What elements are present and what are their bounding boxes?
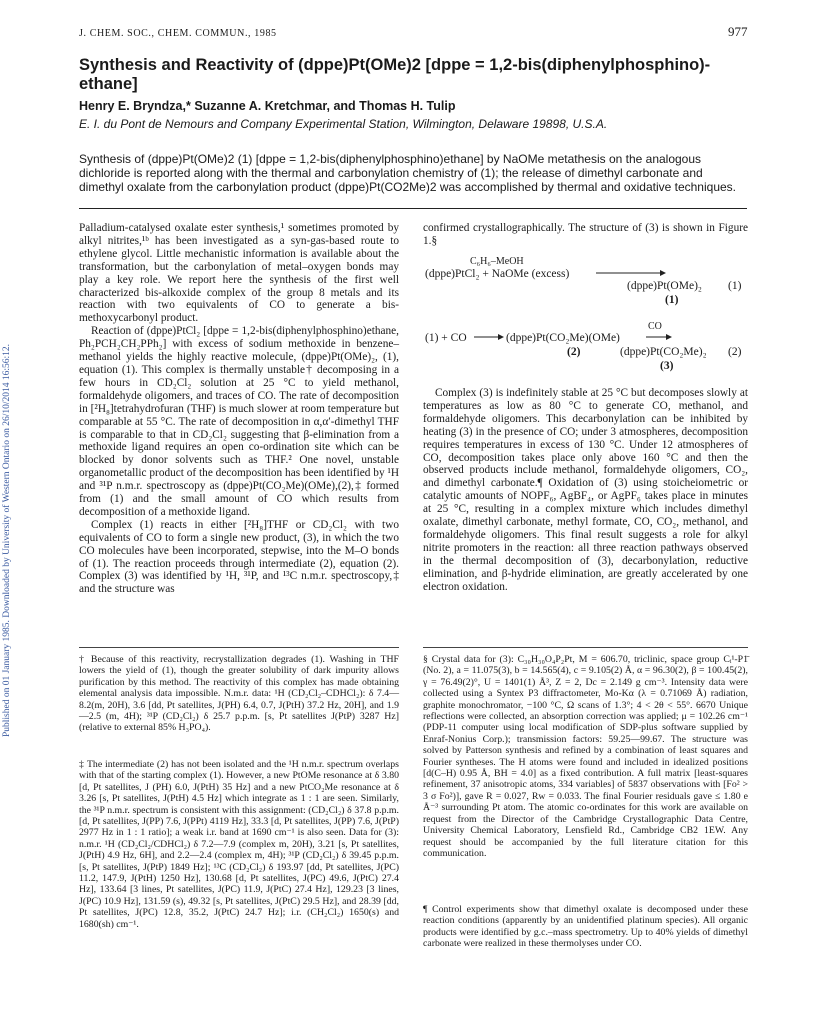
eq2-intermediate-label: (2) <box>567 346 581 358</box>
eq2-condition: CO <box>648 321 662 332</box>
body-paragraph: Complex (1) reacts in either [²H₈]THF or CD₂Cl₂ with two equivalents of CO to form a single new product, (3), in which the two CO molecules have been incorporated, stepwise, into the M–O bonds of (1). The reaction proceeds through intermediate (2), equation (2). Complex (3) was identified by ¹H, ³¹P, and ¹³C n.m.r. spectroscopy,‡ and the structure was <box>79 518 399 596</box>
page-number: 977 <box>728 24 748 39</box>
running-head: J. CHEM. SOC., CHEM. COMMUN., 1985 <box>79 28 277 39</box>
eq2-reactants: (1) + CO <box>425 332 467 344</box>
body-paragraph: Reaction of (dppe)PtCl₂ [dppe = 1,2-bis(diphenylphosphino)ethane, Ph₂PCH₂CH₂PPh₂] with excess of sodium methoxide in benzene–methanol yields the highly reactive molecule, (dppe)Pt(OMe)₂, (1), equation (1). This complex is thermally unstable† decomposing in a few hours in CD₂Cl₂ solution at 25 °C to yield methanol, formaldehyde oligomers, and traces of CO. The rate of decomposition in [²H₈]tetrahydrofuran (THF) is much slower at room temperature but comparable at 55 °C. The rate of decomposition in α,α′-dimethyl THF is comparable to that in CD₂Cl₂ suggesting that β-elimination from a methoxide ligand requires an open co-ordination site which can be blocked by donor solvents such as THF.² One novel, unstable organometallic product of the decomposition has been identified by ¹H and ³¹P n.m.r. spectroscopy as (dppe)Pt(CO₂Me)(OMe),(2),‡ formed from (1) and the small amount of CO which results from decomposition of a methoxide ligand. <box>79 325 399 518</box>
article-authors: Henry E. Bryndza,* Suzanne A. Kretchmar, and Thomas H. Tulip <box>79 99 456 113</box>
eq2-arrow-1 <box>472 332 506 342</box>
eq2-product: (dppe)Pt(CO₂Me)₂ <box>620 346 707 358</box>
footnote-divider <box>79 647 399 648</box>
eq1-condition: C₆H₆–MeOH <box>470 256 524 267</box>
body-paragraph: confirmed crystallographically. The structure of (3) is shown in Figure 1.§ <box>423 222 748 247</box>
right-column-intro <box>423 222 748 248</box>
eq1-product-label: (1) <box>665 294 679 306</box>
footnote-double-dagger: ‡ The intermediate (2) has not been isolated and the ¹H n.m.r. spectrum overlaps with that of the starting complex (1). However, a new PtOMe resonance at δ 3.80 [d, Pt satellites, J (PH) 6.0, J(PtH) 35 Hz] and a new PtCO₂Me resonance at δ 3.26 [s, Pt satellites, J(PtH) 4.5 Hz] which integrate as 1 : 1 are seen. Similarly, the ³¹P n.m.r. spectrum is consistent with this assignment: (CD₂Cl₂) δ 37.8 p.p.m. [d, Pt satellites, J(PP) 7.6, J(PPt) 4119 Hz], 33.3 [d, Pt satellites, J(PP) 7.6, J(PtP) 2977 Hz in 1 : 1 ratio]; a weak i.r. band at 1690 cm⁻¹ is also seen. Data for (3): n.m.r. ¹H (CD₂Cl₂/CDHCl₂) δ 7.2—7.9 (complex m, 20H), 3.21 [s, Pt satellites, J(PtH) 4.9 Hz, 6H], and 2.2—2.4 (complex m, 4H); ³¹P (CD₂Cl₂) δ 39.45 p.p.m. [s, Pt satellites, J(PtP) 1849 Hz]; ¹³C (CD₂Cl₂) δ 193.97 [dd, Pt satellites, J(PC) 11.2, 147.9, J(PtH) 1250 Hz], 130.68 [d, Pt satellites, J(PC) 49.6, J(PtC) 27.4 Hz], 133.64 [3 lines, Pt satellites, J(PC) 11.9, J(PtC) 27.4 Hz], 129.23 [3 lines, J(PC) 10.9 Hz], 131.59 (s), 49.32 [s, Pt satellites, J(PtC) 29.5 Hz], and 28.39 [dd, Pt satellites, J(PC) 12.8, 35.2, J(PtC) 24.7 Hz]; i.r. (CH₂Cl₂) 1650(s) and 1680(sh) cm⁻¹. <box>79 759 399 930</box>
footnote-crystal-data: § Crystal data for (3): C₃₀H₃₀O₄P₂Pt, M = 606.70, triclinic, space group Cᵢ¹-P1̄ (No. 2), a = 11.075(3), b = 14.565(4), c = 9.105(2) Å, α = 96.30(2), β = 100.45(2), γ = 76.49(2)°, U = 1401(1) Å³, Z = 2, Dc = 2.149 g cm⁻³. Intensity data were collected using a Syntex P3 diffractometer, Mo-Kα (λ = 0.71069 Å) radiation, graphite monochromator, −100 °C, Ω scans of 1.3°; 4 < 2θ < 55°. 6670 Unique reflections were collected, an absorption correction was applied; μ = 102.26 cm⁻¹ (PDP-11 computer using local modification of SDP-plus software supplied by Enraf-Nonius Corp.); transmission factors: 59.25—99.67. The structure was solved by Patterson synthesis and refined by a combination of least squares and Fourier syntheses. The H atoms were found and included in idealized positions [d(C–H) 0.95 Å, BH = 4.0] as a fixed contribution. A full matrix [least-squares refinement, 37 anisotropic atoms, 334 variables] of 5837 observations with [Fo² > 3 σ Fo²)], gave R = 0.027, Rw = 0.033. The final Fourier residuals gave ≤ 1.80 e Å⁻³ surrounding Pt atom. The atomic co-ordinates for this work are available on request from the Director of the Cambridge Crystallographic Data Centre, University Chemical Laboratory, Lensfield Rd., Cambridge CB2 1EW. Any request should be accompanied by the full literature citation for this communication. <box>423 654 748 859</box>
body-paragraph: Palladium-catalysed oxalate ester synthesis,¹ sometimes promoted by alkyl nitrites,¹ᵇ has been investigated as a syn-gas-based route to ethylene glycol. Little mechanistic information is available about the transformation, but the carbonylation of metal–oxygen bonds may play a key role. We report here the synthesis of the first well characterized bis-alkoxide complex of the group 8 metals and its reaction with two equivalents of CO to generate a bis-methoxycarbonyl product. <box>79 222 399 325</box>
left-column-body <box>79 222 399 596</box>
publication-watermark: Published on 01 January 1985. Downloaded by University of Western Ontario on 26/10/2014 16:56:12. <box>2 343 12 737</box>
eq1-arrow <box>594 268 668 278</box>
footnote-control-experiments: ¶ Control experiments show that dimethyl oxalate is decomposed under these reaction conditions (apparently by an unidentified platinum species). All organic products were identified by g.c.–mass spectrometry. Up to 40% yields of dimethyl carbonate were realized in these thermolyses under CO. <box>423 904 748 950</box>
eq1-number: (1) <box>728 280 742 292</box>
body-paragraph: Complex (3) is indefinitely stable at 25 °C but decomposes slowly at temperatures as low as 80 °C to generate CO, methanol, and formaldehyde oligomers. This decarbonylation can be inhibited by heating (3) in the presence of CO; under 3 atmospheres, decomposition requires temperatures in excess of 130 °C. Under 12 atmospheres of CO, decomposition takes place only above 160 °C and then the observed products include methanol, formaldehyde oligomers, CO₂, and dimethyl carbonate.¶ Oxidation of (3) using stoicheiometric or catalytic amounts of NOPF₆, AgBF₄, or AgPF₆ takes place in minutes at 25 °C, resulting in a complex mixture which includes dimethyl oxalate, dimethyl carbonate, methyl formate, CO, CO₂, methanol, and formaldehyde oligomers. This final result suggests a role for alkyl nitrite promoters in the reaction: all three reaction pathways observed in the thermal decomposition of (3), decarbonylation, reductive elimination, and β-hydride elimination, are greatly accelerated by one electron oxidation. <box>423 387 748 593</box>
eq1-product: (dppe)Pt(OMe)₂ <box>627 280 702 292</box>
eq2-intermediate: (dppe)Pt(CO₂Me)(OMe) <box>506 332 620 344</box>
article-abstract: Synthesis of (dppe)Pt(OMe)2 (1) [dppe = 1,2-bis(diphenylphosphino)ethane] by NaOMe metathesis on the analogous dichloride is reported along with the thermal and carbonylation chemistry of (1); the release of dimethyl carbonate and dimethyl oxalate from the carbonylation product (dppe)Pt(CO2Me)2 was accomplished by thermal and oxidative techniques. <box>79 152 736 194</box>
eq1-reactants: (dppe)PtCl₂ + NaOMe (excess) <box>425 268 570 280</box>
eq2-arrow-2 <box>644 332 674 342</box>
article-affiliation: E. I. du Pont de Nemours and Company Experimental Station, Wilmington, Delaware 19898, U.S.A. <box>79 117 608 131</box>
article-title: Synthesis and Reactivity of (dppe)Pt(OMe)2 [dppe = 1,2-bis(diphenylphosphino)-ethane] <box>79 56 711 93</box>
footnote-dagger: † Because of this reactivity, recrystallization degrades (1). Washing in THF lowers the yield of (1), though the greater solubility of dark impurity allows purification by this method. The reactivity of this complex has made obtaining elemental analysis data impossible. N.m.r. data: ¹H (CD₂Cl₂–CDHCl₂): δ 7.4—8.2(m, 20H), 3.6 [dd, Pt satellites, J(PH) 6.4, 0.7, J(PtH) 37.2 Hz, 20H], and 1.9—2.5 (m, 4H); ³¹P (CD₂Cl₂) δ 25.7 p.p.m. [s, Pt satellites J(PtP) 3287 Hz] (relative to external 85% H₃PO₄). <box>79 654 399 734</box>
abstract-divider <box>79 208 747 209</box>
eq2-product-label: (3) <box>660 360 674 372</box>
footnote-divider <box>423 647 748 648</box>
eq2-number: (2) <box>728 346 742 358</box>
